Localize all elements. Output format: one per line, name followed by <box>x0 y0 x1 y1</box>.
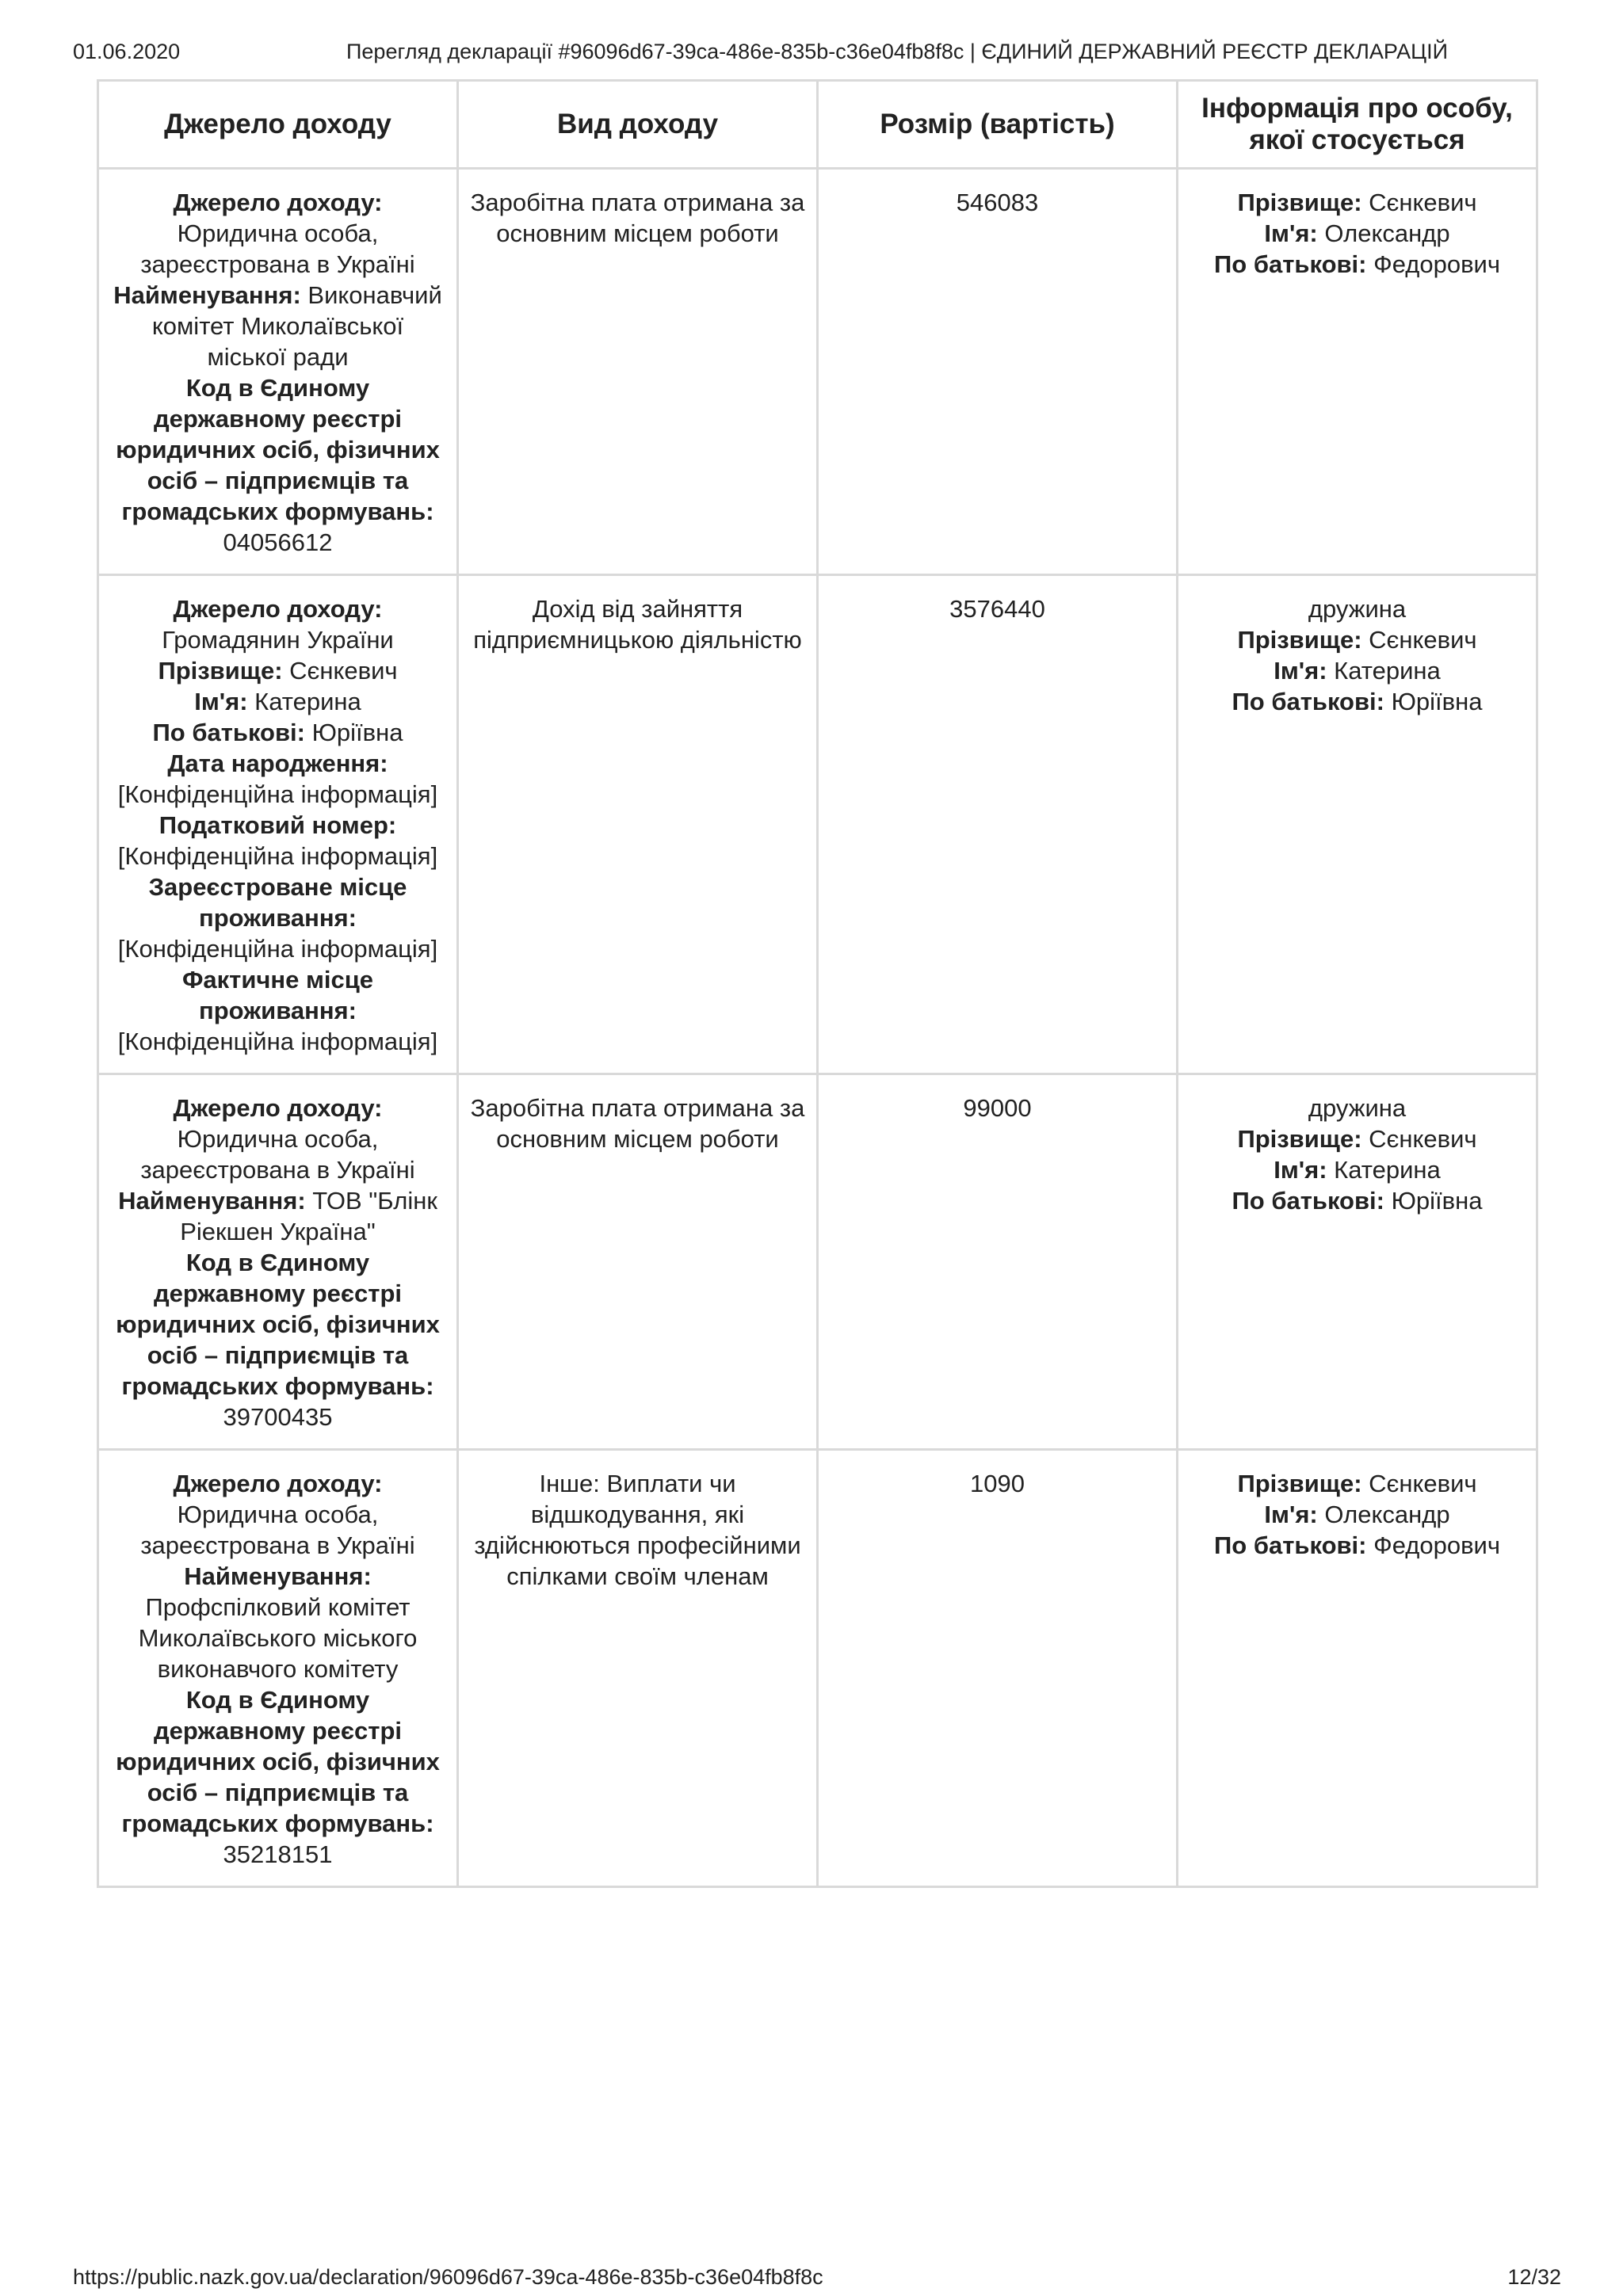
person-cell <box>1178 575 1537 1074</box>
source-label: Джерело доходу: <box>173 1470 383 1497</box>
source-cell <box>98 169 458 575</box>
source-name: ТОВ "Блінк Ріекшен Україна" <box>180 1187 437 1245</box>
person-cell <box>1178 169 1537 575</box>
source-cell <box>98 1074 458 1450</box>
amount-cell: 546083 <box>818 169 1178 575</box>
patronymic-label: По батькові: <box>1232 688 1384 715</box>
actual-address-value: [Конфіденційна інформація] <box>117 1028 438 1055</box>
source-label: Джерело доходу: <box>173 1094 383 1122</box>
person-patronymic: Федорович <box>1373 250 1500 278</box>
source-type: Юридична особа, зареєстрована в Україні <box>140 1125 415 1184</box>
code-label: Код в Єдиному державному реєстрі юридичних осіб, фізичних осіб – підприємців та громадських формувань: <box>116 1686 440 1837</box>
given-name-label: Ім'я: <box>1264 1501 1318 1528</box>
person-given: Катерина <box>1334 657 1441 685</box>
name-label: Найменування: <box>118 1187 306 1215</box>
registered-address-label: Зареєстроване місце проживання: <box>148 873 407 932</box>
name-label: Найменування: <box>113 281 301 309</box>
source-cell <box>98 575 458 1074</box>
table-row <box>98 169 1537 575</box>
given-name-label: Ім'я: <box>1264 219 1318 247</box>
page-number: 12/32 <box>1507 2265 1561 2289</box>
source-type: Громадянин України <box>162 626 394 654</box>
source-type: Юридична особа, зареєстрована в Україні <box>140 219 415 278</box>
column-header-person: Інформація про особу, якої стосується <box>1178 81 1537 169</box>
table-row <box>98 575 1537 1074</box>
surname-label: Прізвище: <box>1237 626 1362 654</box>
person-surname: Сєнкевич <box>1369 1125 1477 1153</box>
person-given: Олександр <box>1324 219 1450 247</box>
registered-address-value: [Конфіденційна інформація] <box>117 935 438 963</box>
income-table <box>97 79 1538 1888</box>
name-label: Найменування: <box>184 1562 372 1590</box>
tax-number-value: [Конфіденційна інформація] <box>117 842 438 870</box>
patronymic-label: По батькові: <box>1214 250 1367 278</box>
surname-label: Прізвище: <box>1237 1125 1362 1153</box>
person-given: Катерина <box>1334 1156 1441 1184</box>
source-label: Джерело доходу: <box>173 189 383 216</box>
amount-cell: 1090 <box>818 1450 1178 1887</box>
print-date: 01.06.2020 <box>73 40 181 63</box>
patronymic-label: По батькові: <box>1214 1531 1367 1559</box>
income-type-cell: Заробітна плата отримана за основним місцем роботи <box>458 1074 818 1450</box>
income-type-cell: Заробітна плата отримана за основним місцем роботи <box>458 169 818 575</box>
person-relation: дружина <box>1308 595 1407 623</box>
source-type: Юридична особа, зареєстрована в Україні <box>140 1501 415 1559</box>
birth-date-value: [Конфіденційна інформація] <box>117 780 438 808</box>
print-header <box>73 40 1571 68</box>
birth-date-label: Дата народження: <box>167 749 388 777</box>
surname-label: Прізвище: <box>1237 1470 1362 1497</box>
column-header-type: Вид доходу <box>458 81 818 169</box>
source-patronymic: Юріївна <box>311 719 403 746</box>
income-type-cell: Дохід від зайняття підприємницькою діяльністю <box>458 575 818 1074</box>
code-label: Код в Єдиному державному реєстрі юридичних осіб, фізичних осіб – підприємців та громадських формувань: <box>116 1249 440 1400</box>
person-cell <box>1178 1450 1537 1887</box>
table-row <box>98 1074 1537 1450</box>
source-surname: Сєнкевич <box>289 657 398 685</box>
code-label: Код в Єдиному державному реєстрі юридичних осіб, фізичних осіб – підприємців та громадських формувань: <box>116 374 440 525</box>
page-url[interactable]: https://public.nazk.gov.ua/declaration/96096d67-39ca-486e-835b-c36e04fb8f8c <box>73 2265 823 2289</box>
person-patronymic: Юріївна <box>1391 688 1483 715</box>
person-patronymic: Федорович <box>1373 1531 1500 1559</box>
source-name: Виконавчий комітет Миколаївської міської ради <box>151 281 442 371</box>
amount-cell: 3576440 <box>818 575 1178 1074</box>
person-patronymic: Юріївна <box>1391 1187 1483 1215</box>
amount-cell: 99000 <box>818 1074 1178 1450</box>
column-header-source: Джерело доходу <box>98 81 458 169</box>
surname-label: Прізвище: <box>1237 189 1362 216</box>
given-name-label: Ім'я: <box>194 688 248 715</box>
person-relation: дружина <box>1308 1094 1407 1122</box>
table-row <box>98 1450 1537 1887</box>
surname-label: Прізвище: <box>158 657 283 685</box>
actual-address-label: Фактичне місце проживання: <box>181 966 374 1024</box>
print-title: Перегляд декларації #96096d67-39ca-486e-835b-c36e04fb8f8c | ЄДИНИЙ ДЕРЖАВНИЙ РЕЄСТР ДЕКЛАРАЦІЙ <box>346 40 1448 63</box>
tax-number-label: Податковий номер: <box>158 811 397 839</box>
column-header-amount: Розмір (вартість) <box>818 81 1178 169</box>
person-cell <box>1178 1074 1537 1450</box>
given-name-label: Ім'я: <box>1274 657 1327 685</box>
patronymic-label: По батькові: <box>1232 1187 1384 1215</box>
source-code: 35218151 <box>223 1840 333 1868</box>
table-header-row <box>98 81 1537 169</box>
source-given: Катерина <box>254 688 361 715</box>
given-name-label: Ім'я: <box>1274 1156 1327 1184</box>
source-name: Профспілковий комітет Миколаївського міського виконавчого комітету <box>138 1593 418 1683</box>
source-label: Джерело доходу: <box>173 595 383 623</box>
person-surname: Сєнкевич <box>1369 189 1477 216</box>
patronymic-label: По батькові: <box>152 719 305 746</box>
income-type-cell: Інше: Виплати чи відшкодування, які здійснюються професійними спілками своїм членам <box>458 1450 818 1887</box>
source-cell <box>98 1450 458 1887</box>
source-code: 04056612 <box>223 528 333 556</box>
person-given: Олександр <box>1324 1501 1450 1528</box>
person-surname: Сєнкевич <box>1369 626 1477 654</box>
person-surname: Сєнкевич <box>1369 1470 1477 1497</box>
source-code: 39700435 <box>223 1403 333 1431</box>
